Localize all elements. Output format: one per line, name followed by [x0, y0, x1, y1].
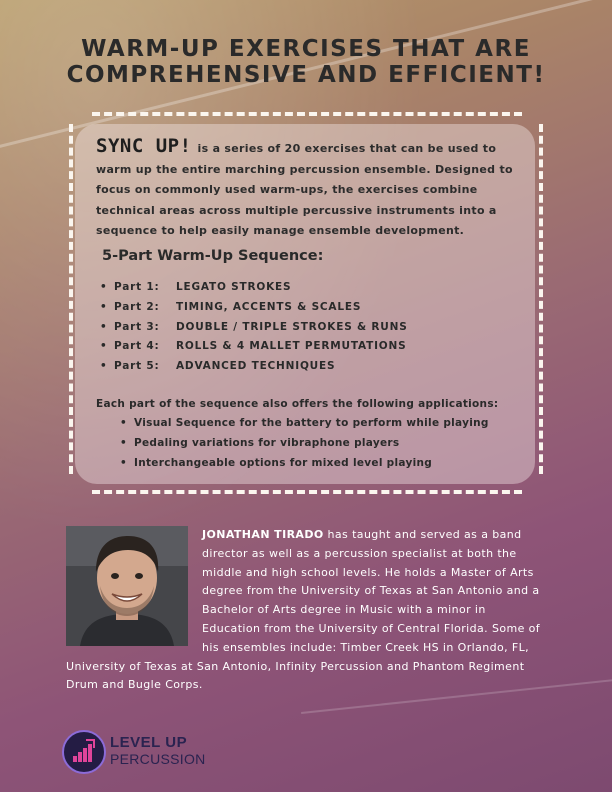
logo-line-2: PERCUSSION — [110, 751, 206, 767]
top-dashed-border — [92, 112, 522, 116]
list-item — [120, 434, 489, 454]
application-text: Visual Sequence for the battery to perform while playing — [134, 417, 489, 429]
bullet-icon: • — [120, 417, 128, 429]
part-label: Part 4: — [114, 340, 160, 353]
part-text: ROLLS & 4 MALLET PERMUTATIONS — [176, 340, 407, 353]
intro-text: is a series of 20 exercises that can be used to warm up the entire marching percussion ensemble. Designed to focus on commonly used warm-ups, the exercises combine technical areas across multiple percussive instruments into a sequence to help easily manage ensemble development. — [96, 142, 513, 237]
part-text: DOUBLE / TRIPLE STROKES & RUNS — [176, 320, 408, 333]
bullet-icon: • — [100, 320, 108, 333]
application-text: Pedaling variations for vibraphone players — [134, 436, 400, 449]
part-label: Part 1: — [114, 281, 160, 293]
part-text: LEGATO STROKES — [176, 281, 292, 293]
bullet-icon: • — [120, 456, 128, 469]
intro-paragraph — [96, 136, 516, 242]
applications-intro: Each part of the sequence also offers the following applications: — [96, 398, 499, 410]
bullet-icon: • — [100, 300, 108, 313]
bullet-icon: • — [120, 436, 128, 449]
list-item — [100, 298, 408, 318]
list-item — [120, 454, 489, 474]
list-item — [100, 337, 408, 357]
list-item — [120, 414, 489, 434]
parts-list — [100, 278, 408, 377]
applications-list — [120, 414, 489, 473]
sync-up-brand: SYNC UP! — [96, 135, 192, 157]
sequence-title: 5-Part Warm-Up Sequence: — [102, 248, 324, 264]
part-label: Part 2: — [114, 300, 160, 313]
bullet-icon: • — [100, 281, 108, 293]
left-dashed-border — [69, 124, 73, 474]
headline-line-2: COMPREHENSIVE AND EFFICIENT! — [66, 62, 546, 88]
list-item — [100, 318, 408, 338]
list-item — [100, 357, 408, 377]
level-up-logo-icon — [62, 730, 106, 774]
bullet-icon: • — [100, 360, 108, 373]
list-item — [100, 278, 408, 298]
bio-text: has taught and served as a band director as well as a percussion specialist at both the middle and high school levels. He holds a Master of Arts degree from the University of Texas at San Antonio and a Bachelor of Arts degree in Music with a minor in Education from the University of Central Florida. Some of his ensembles include: Timber Creek HS in Orlando, FL, University of Texas at San Antonio, Infinity Percussion and Phantom Regiment Drum and Bugle Corps. — [66, 528, 541, 692]
part-label: Part 5: — [114, 360, 160, 373]
application-text: Interchangeable options for mixed level playing — [134, 456, 433, 469]
author-bio — [66, 526, 546, 695]
logo-wordmark — [110, 735, 206, 767]
part-text: TIMING, ACCENTS & SCALES — [176, 300, 362, 313]
logo-line-1: LEVEL UP — [110, 734, 188, 751]
author-name: JONATHAN TIRADO — [202, 528, 324, 541]
page-headline — [0, 36, 612, 88]
part-text: ADVANCED TECHNIQUES — [176, 360, 336, 373]
headline-line-1: WARM-UP EXERCISES THAT ARE — [81, 36, 531, 62]
right-dashed-border — [539, 124, 543, 474]
part-label: Part 3: — [114, 320, 160, 333]
bottom-dashed-border — [92, 490, 522, 494]
bullet-icon: • — [100, 340, 108, 353]
equalizer-icon — [64, 732, 104, 772]
